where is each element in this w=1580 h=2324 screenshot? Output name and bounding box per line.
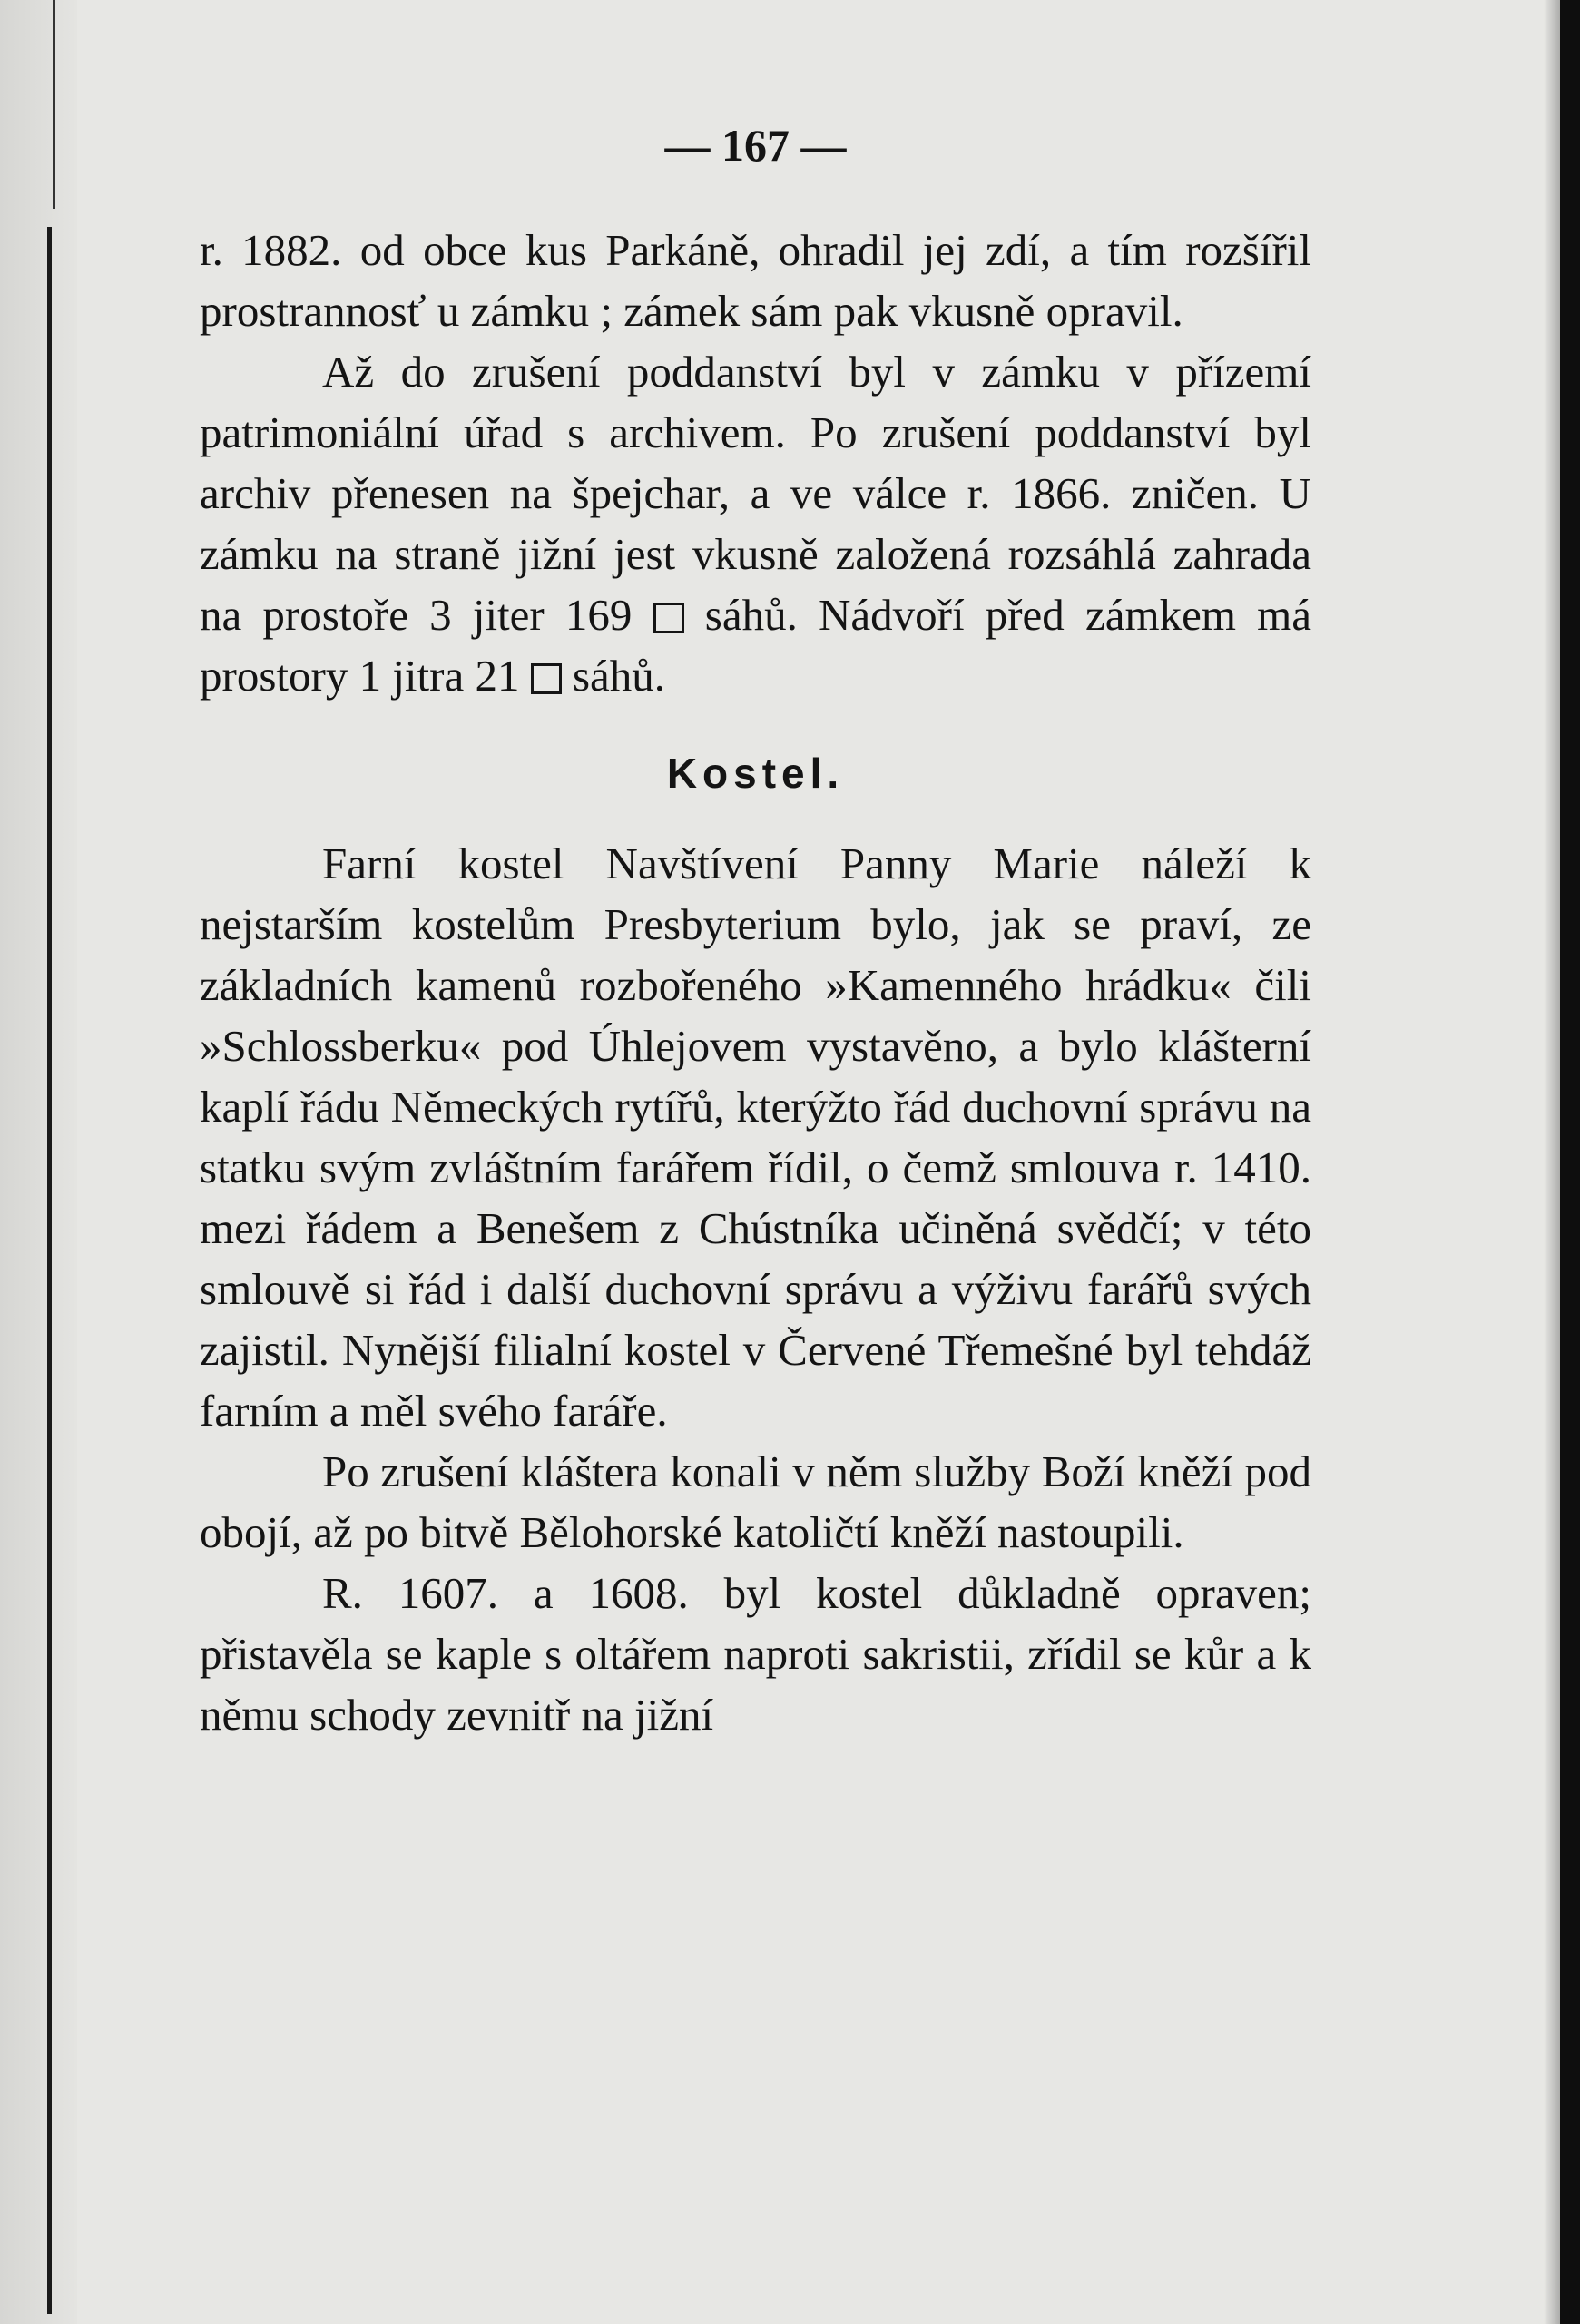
- paragraph-3: Farní kostel Navštívení Panny Marie náleží k nejstarším kostelům Presbyterium bylo, jak se praví, ze základních kamenů rozbořeného »Kamenného hrádku« čili »Schlossberku« pod Úhlejovem vystavěno, a bylo klášterní kaplí řádu Německých rytířů, kterýžto řád duchovní správu na statku svým zvláštním farářem řídil, o čemž smlouva r. 1410. mezi řádem a Benešem z Chústníka učiněná svědčí; v této smlouvě si řád i další duchovní správu a výživu farářů svých zajistil. Nynější filialní kostel v Červené Třemešné byl tehdáž farním a měl svého faráře.: [200, 838, 1311, 1436]
- paragraph-5: R. 1607. a 1608. byl kostel důkladně opraven; přistavěla se kaple s oltářem naproti sakristii, zřídil se kůr a k němu schody zevnitř na jižní: [200, 1568, 1311, 1740]
- square-measure-icon: [531, 663, 562, 694]
- binding-edge-top: [53, 0, 55, 209]
- section-heading: Kostel.: [666, 750, 845, 797]
- paragraph-2: [200, 341, 1311, 706]
- text-block: [200, 118, 1311, 1745]
- paragraph-2-text: Až do zrušení poddanství byl v zámku v přízemí patrimoniální úřad s archivem. Po zrušení poddanství byl archiv přenesen na špejchar, a ve válce r. 1866. zničen. U zámku na straně jižní jest vkusně založená rozsáhlá zahrada na prostoře 3 jiter 169: [200, 347, 1311, 640]
- binding-edge: [47, 227, 52, 2314]
- page-right-shadow: [1544, 0, 1560, 2324]
- page-number: — 167 —: [664, 120, 847, 171]
- square-measure-icon: [653, 603, 684, 633]
- paragraph-1: r. 1882. od obce kus Parkáně, ohradil jej zdí, a tím rozšířil prostrannosť u zámku ; zámek sám pak vkusně opravil.: [200, 225, 1311, 336]
- paragraph-2-measure-1: sáhů. Nádvoří před zámkem má prostory 1 jitra 21: [200, 590, 1311, 701]
- paragraph-4: Po zrušení kláštera konali v něm služby Boží kněží pod obojí, až po bitvě Bělohorské katoličtí kněží nastoupili.: [200, 1446, 1311, 1557]
- paragraph-2-measure-2: sáhů.: [572, 651, 666, 701]
- page-right-border: [1560, 0, 1580, 2324]
- page-left-margin: [0, 0, 77, 2324]
